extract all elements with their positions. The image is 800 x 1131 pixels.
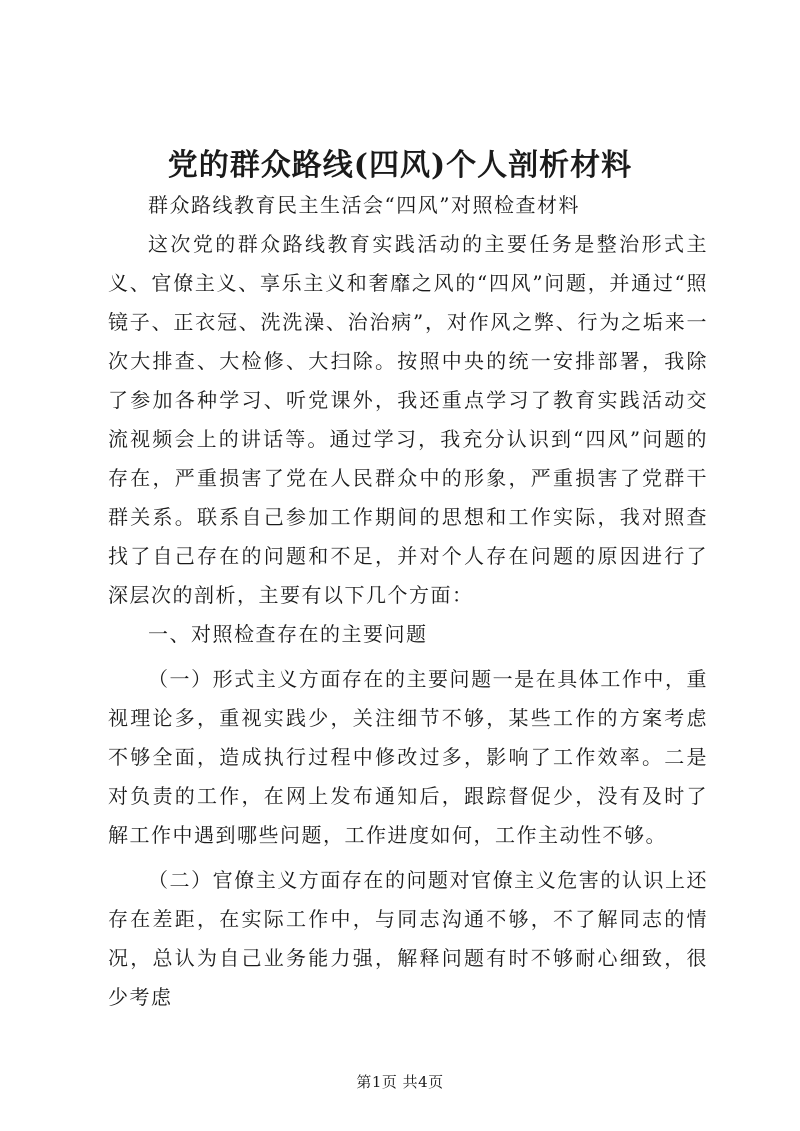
- bureaucratism-paragraph: （二）官僚主义方面存在的问题对官僚主义危害的认识上还存在差距，在实际工作中，与同志沟通不够，不了解同志的情况，总认为自己业务能力强，解释问题有时不够耐心细致，很少考虑: [108, 868, 708, 1009]
- subtitle-paragraph: 群众路线教育民主生活会“四风”对照检查材料: [148, 193, 580, 217]
- intro-paragraph: 这次党的群众路线教育实践活动的主要任务是整治形式主义、官僚主义、享乐主义和奢靡之风的“四风”问题，并通过“照镜子、正衣冠、洗洗澡、治治病”，对作风之弊、行为之垢来一次大排查、大检修、大扫除。按照中央的统一安排部署，我除了参加各种学习、听党课外，我还重点学习了教育实践活动交流视频会上的讲话等。通过学习，我充分认识到“四风”问题的存在，严重损害了党在人民群众中的形象，严重损害了党群干群关系。联系自己参加工作期间的思想和工作实际，我对照查找了自己存在的问题和不足，并对个人存在问题的原因进行了深层次的剖析，主要有以下几个方面：: [108, 232, 708, 607]
- document-title: 党的群众路线(四风)个人剖析材料: [167, 148, 633, 183]
- formalism-paragraph: （一）形式主义方面存在的主要问题一是在具体工作中，重视理论多，重视实践少，关注细节不够，某些工作的方案考虑不够全面，造成执行过程中修改过多，影响了工作效率。二是对负责的工作，在网上发布通知后，跟踪督促少，没有及时了解工作中遇到哪些问题，工作进度如何，工作主动性不够。: [108, 667, 708, 847]
- page-footer: 第1页 共4页: [356, 1073, 444, 1091]
- section-heading: 一、对照检查存在的主要问题: [148, 622, 428, 646]
- document-body: [108, 186, 708, 1017]
